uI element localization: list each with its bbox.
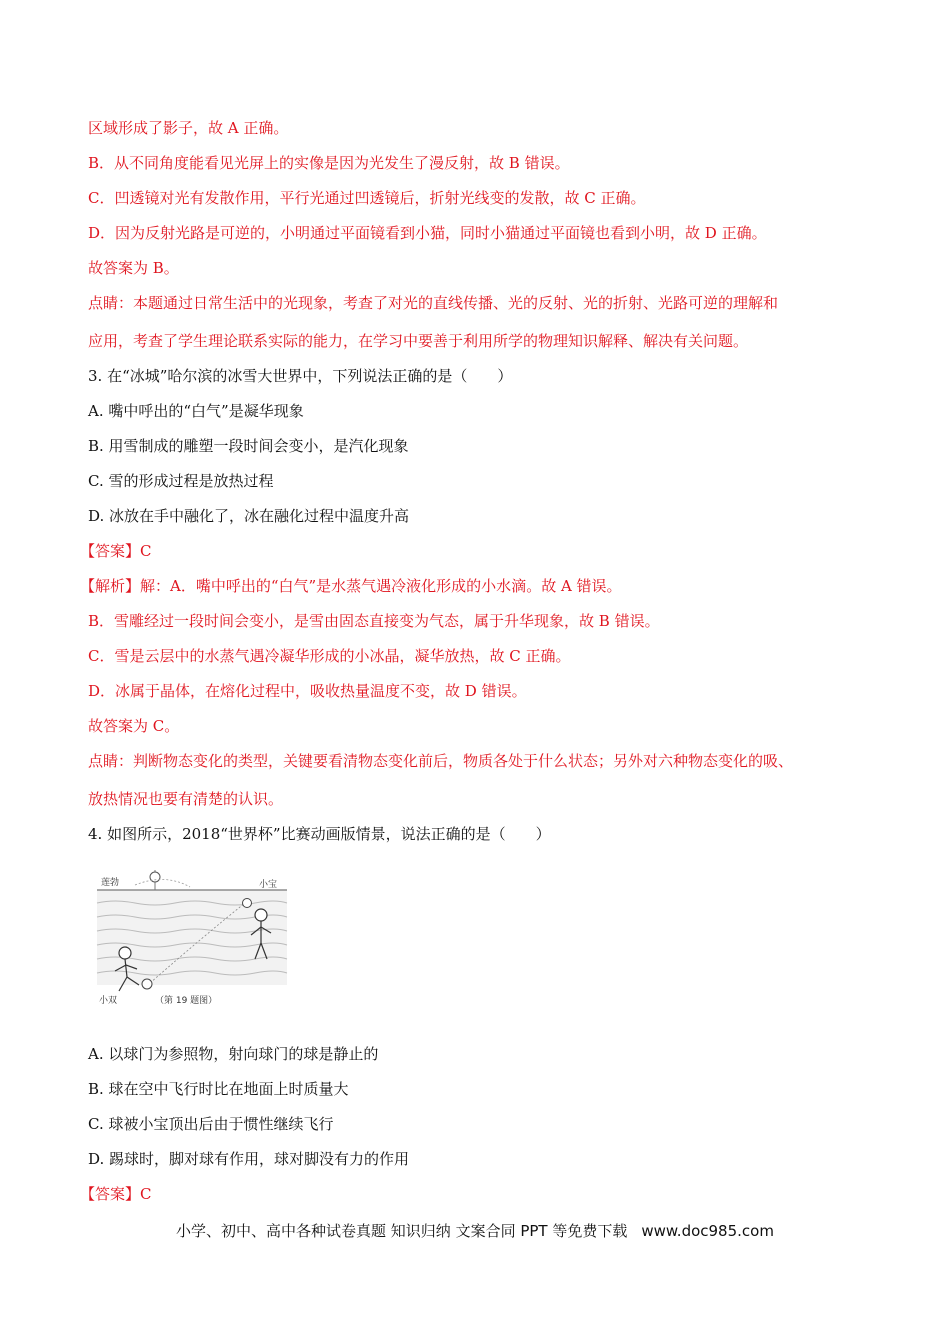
answer-tag: 【答案】 [80, 1185, 141, 1203]
analysis-line: D．冰属于晶体，在熔化过程中，吸收热量温度不变，故 D 错误。 [88, 682, 527, 700]
analysis-conclusion: 故答案为 C。 [88, 717, 180, 735]
footer [0, 1220, 950, 1241]
solution-line: C．凹透镜对光有发散作用，平行光通过凹透镜后，折射光线变的发散，故 C 正确。 [88, 189, 646, 207]
analysis-line: 解：A．嘴中呼出的“白气”是水蒸气遇冷液化形成的小水滴。故 A 错误。 [140, 577, 622, 595]
analysis-line: C．雪是云层中的水蒸气遇冷凝华形成的小冰晶，凝华放热，故 C 正确。 [88, 647, 571, 665]
tip-line: 放热情况也要有清楚的认识。 [88, 790, 284, 808]
question-4-answer [80, 1184, 152, 1204]
analysis-tag: 【解析】 [80, 577, 141, 595]
solution-line: B．从不同角度能看见光屏上的实像是因为光发生了漫反射，故 B 错误。 [88, 154, 570, 172]
soccer-scene-figure [95, 865, 290, 1010]
answer-value: C [140, 1185, 152, 1203]
solution-line: 区域形成了影子，故 A 正确。 [88, 119, 289, 137]
question-4-option-b: B. 球在空中飞行时比在地面上时质量大 [88, 1080, 349, 1098]
footer-text: 小学、初中、高中各种试卷真题 知识归纳 文案合同 PPT 等免费下载 [176, 1222, 628, 1240]
figure-caption: （第 19 题图） [155, 996, 218, 1006]
figure-label-top-right: 小宝 [259, 880, 278, 890]
tip-line: 点睛：判断物态变化的类型，关键要看清物态变化前后，物质各处于什么状态；另外对六种物态变化的吸、 [88, 752, 794, 770]
question-4-option-a: A. 以球门为参照物，射向球门的球是静止的 [88, 1045, 379, 1063]
answer-value: C [140, 542, 152, 560]
footer-url[interactable]: www.doc985.com [641, 1222, 774, 1240]
question-3-option-b: B. 用雪制成的雕塑一段时间会变小，是汽化现象 [88, 437, 409, 455]
question-3-option-c: C. 雪的形成过程是放热过程 [88, 472, 274, 490]
question-4-option-d: D. 踢球时，脚对球有作用，球对脚没有力的作用 [88, 1150, 410, 1168]
solution-line: D．因为反射光路是可逆的，小明通过平面镜看到小猫，同时小猫通过平面镜也看到小明，故 D 正确。 [88, 224, 767, 242]
solution-conclusion: 故答案为 B。 [88, 259, 179, 277]
question-3-answer [80, 541, 152, 561]
question-3-option-d: D. 冰放在手中融化了，冰在融化过程中温度升高 [88, 507, 410, 525]
tip-line: 应用，考查了学生理论联系实际的能力，在学习中要善于利用所学的物理知识解释、解决有关问题。 [88, 332, 749, 350]
question-3-analysis [80, 576, 622, 596]
question-3-stem: 3. 在“冰城”哈尔滨的冰雪大世界中，下列说法正确的是（ ） [88, 367, 513, 385]
answer-tag: 【答案】 [80, 542, 141, 560]
question-4-stem: 4. 如图所示，2018“世界杯”比赛动画版情景，说法正确的是（ ） [88, 825, 551, 843]
question-4-option-c: C. 球被小宝顶出后由于惯性继续飞行 [88, 1115, 334, 1133]
figure-label-top-left: 莲勃 [101, 878, 120, 888]
question-3-option-a: A. 嘴中呼出的“白气”是凝华现象 [88, 402, 304, 420]
analysis-line: B．雪雕经过一段时间会变小，是雪由固态直接变为气态，属于升华现象，故 B 错误。 [88, 612, 660, 630]
tip-line: 点睛：本题通过日常生活中的光现象，考查了对光的直线传播、光的反射、光的折射、光路可逆的理解和 [88, 294, 779, 312]
figure-label-bottom-left: 小双 [99, 996, 118, 1006]
